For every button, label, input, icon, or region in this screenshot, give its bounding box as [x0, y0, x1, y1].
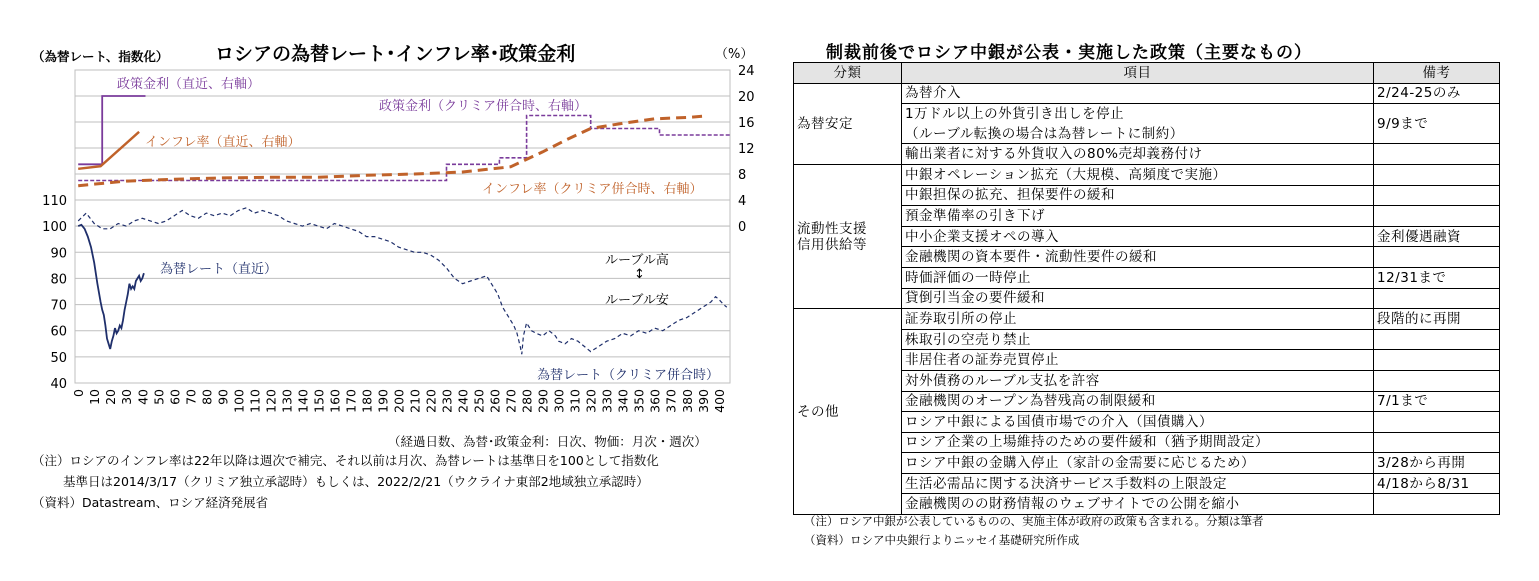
chart-title: ロシアの為替レート･インフレ率･政策金利	[215, 43, 576, 65]
row-item: 時価評価の一時停止	[902, 267, 1374, 288]
header-item: 項目	[902, 63, 1374, 84]
x-tick-label: 140	[295, 389, 311, 413]
x-tick-label: 310	[567, 389, 583, 413]
left-axis-unit: （為替レート、指数化）	[32, 49, 169, 64]
x-tick-label: 70	[183, 389, 199, 405]
x-tick-label: 340	[615, 389, 631, 413]
x-tick-label: 300	[551, 389, 567, 413]
row-item: 非居住者の証券売買停止	[902, 350, 1374, 371]
x-tick-label: 60	[167, 389, 183, 405]
header-note: 備考	[1374, 63, 1500, 84]
series-line-3	[78, 116, 703, 186]
y-right-tick-label: 8	[738, 168, 747, 183]
x-tick-label: 370	[663, 389, 679, 413]
series-line-0	[78, 96, 145, 164]
x-tick-label: 280	[519, 389, 535, 413]
x-tick-label: 330	[599, 389, 615, 413]
row-item: 株取引の空売り禁止	[902, 329, 1374, 350]
row-note: 2/24-25のみ	[1374, 83, 1500, 104]
y-left-tick-label: 90	[50, 246, 67, 262]
x-tick-label: 20	[103, 389, 119, 405]
x-tick-label: 290	[535, 389, 551, 413]
x-caption: （経過日数、為替･政策金利：日次、物価：月次・週次）	[388, 434, 707, 449]
y-right-tick-label: 24	[738, 64, 755, 79]
x-tick-label: 350	[631, 389, 647, 413]
row-item: 預金準備率の引き下げ	[902, 206, 1374, 227]
x-tick-label: 250	[471, 389, 487, 413]
y-right-tick-label: 0	[738, 220, 747, 235]
row-note: 7/1まで	[1374, 391, 1500, 412]
y-left-tick-label: 80	[50, 272, 67, 288]
row-note: 9/9まで	[1374, 104, 1500, 144]
row-item: 対外債務のルーブル支払を許容	[902, 370, 1374, 391]
x-tick-label: 360	[647, 389, 663, 413]
table-title: 制裁前後でロシア中銀が公表・実施した政策（主要なもの）	[826, 43, 1312, 63]
row-note	[1374, 288, 1500, 309]
row-item: ロシア企業の上場維持のための要件緩和（猶予期間設定）	[902, 432, 1374, 453]
row-note	[1374, 370, 1500, 391]
x-tick-label: 90	[215, 389, 231, 405]
y-left-tick-label: 40	[50, 377, 67, 392]
row-item: ロシア中銀による国債市場での介入（国債購入）	[902, 412, 1374, 433]
x-tick-label: 400	[711, 389, 727, 413]
row-item: 金融機関のの財務情報のウェブサイトでの公開を縮小	[902, 494, 1374, 515]
table-footnote-2: （資料）ロシア中央銀行よりニッセイ基礎研究所作成	[804, 533, 1080, 547]
row-item: 金融機関の資本要件・流動性要件の緩和	[902, 247, 1374, 268]
row-note: 段階的に再開	[1374, 309, 1500, 330]
ruble-arrow-icon: ↕	[634, 267, 645, 282]
row-note	[1374, 432, 1500, 453]
label-policy-crimea: 政策金利（クリミア併合時、右軸）	[379, 99, 588, 114]
x-tick-label: 80	[199, 389, 215, 405]
x-tick-label: 220	[423, 389, 439, 413]
x-tick-label: 110	[247, 389, 263, 413]
table-row	[794, 309, 1500, 330]
row-note	[1374, 247, 1500, 268]
row-note: 金利優遇融資	[1374, 226, 1500, 247]
x-tick-label: 230	[439, 389, 455, 413]
header-category: 分類	[794, 63, 902, 84]
x-tick-label: 40	[135, 389, 151, 405]
label-inflation-recent: インフレ率（直近、右軸）	[145, 135, 301, 150]
row-note: 4/18から8/31	[1374, 473, 1500, 494]
row-note	[1374, 329, 1500, 350]
category-fx-stability: 為替安定	[794, 83, 902, 164]
x-tick-label: 190	[375, 389, 391, 413]
row-note	[1374, 412, 1500, 433]
x-tick-label: 120	[263, 389, 279, 413]
x-tick-label: 240	[455, 389, 471, 413]
category-liquidity-line-2: 信用供給等	[797, 236, 867, 253]
x-tick-label: 320	[583, 389, 599, 413]
row-note	[1374, 350, 1500, 371]
x-tick-label: 390	[695, 389, 711, 413]
row-item: 輸出業者に対する外貨収入の80%売却義務付け	[902, 144, 1374, 165]
x-tick-label: 170	[343, 389, 359, 413]
row-note	[1374, 164, 1500, 185]
row-item: 1万ドル以上の外貨引き出しを停止	[902, 104, 1374, 124]
row-item: 中銀担保の拡充、担保要件の緩和	[902, 185, 1374, 206]
label-fx-recent: 為替レート（直近）	[160, 262, 278, 277]
row-item: 貸倒引当金の要件緩和	[902, 288, 1374, 309]
label-ruble-high: ルーブル高	[605, 253, 669, 268]
series-line-5	[78, 208, 727, 354]
label-policy-recent: 政策金利（直近、右軸）	[117, 77, 261, 92]
y-left-tick-label: 100	[42, 220, 67, 236]
y-left-tick-label: 60	[50, 324, 67, 340]
row-note	[1374, 206, 1500, 227]
table-footnote-1: （注）ロシア中銀が公表しているものの、実施主体が政府の政策も含まれる。分類は筆者	[804, 514, 1264, 528]
row-item: 中小企業支援オペの導入	[902, 226, 1374, 247]
row-note: 3/28から再開	[1374, 453, 1500, 474]
category-other: その他	[794, 309, 902, 515]
x-tick-label: 200	[391, 389, 407, 413]
x-tick-label: 0	[71, 389, 87, 397]
x-tick-label: 180	[359, 389, 375, 413]
row-note	[1374, 494, 1500, 515]
table-row	[794, 164, 1500, 185]
row-item: 為替介入	[902, 83, 1374, 104]
row-note	[1374, 185, 1500, 206]
x-tick-label: 380	[679, 389, 695, 413]
row-item: 生活必需品に関する決済サービス手数料の上限設定	[902, 473, 1374, 494]
row-note	[1374, 144, 1500, 165]
x-tick-label: 100	[231, 389, 247, 413]
table-header-row	[794, 63, 1500, 84]
note-line-2: 基準日は2014/3/17（クリミア独立承認時）もしくは、2022/2/21（ウクライナ東部2地域独立承認時）	[63, 474, 649, 489]
row-note: 12/31まで	[1374, 267, 1500, 288]
x-tick-label: 50	[151, 389, 167, 405]
y-right-tick-label: 16	[738, 116, 755, 131]
x-tick-label: 10	[87, 389, 103, 405]
row-item: ロシア中銀の金購入停止（家計の金需要に応じるため）	[902, 453, 1374, 474]
row-item: 中銀オペレーション拡充（大規模、高頻度で実施）	[902, 164, 1374, 185]
y-left-tick-label: 50	[50, 350, 67, 366]
row-item: 証券取引所の停止	[902, 309, 1374, 330]
label-inflation-crimea: インフレ率（クリミア併合時、右軸）	[482, 182, 703, 197]
x-tick-label: 270	[503, 389, 519, 413]
policy-table	[793, 62, 1500, 515]
x-tick-label: 30	[119, 389, 135, 405]
row-item: 金融機関のオープン為替残高の制限緩和	[902, 391, 1374, 412]
series-line-2	[78, 132, 139, 169]
y-left-tick-label: 70	[50, 298, 67, 314]
note-line-3: （資料）Datastream、ロシア経済発展省	[32, 495, 269, 510]
label-ruble-low: ルーブル安	[605, 293, 669, 308]
right-axis-unit: （%）	[715, 47, 754, 62]
label-fx-crimea: 為替レート（クリミア併合時）	[537, 368, 720, 383]
y-left-tick-label: 110	[42, 194, 67, 209]
row-item-cont: （ルーブル転換の場合は為替レートに制約）	[902, 124, 1374, 144]
y-right-tick-label: 4	[738, 194, 747, 209]
table-row	[794, 83, 1500, 104]
x-tick-label: 160	[327, 389, 343, 413]
category-liquidity-line-1: 流動性支援	[797, 220, 867, 237]
y-right-tick-label: 20	[738, 90, 755, 105]
y-right-tick-label: 12	[738, 142, 755, 157]
note-line-1: （注）ロシアのインフレ率は22年以降は週次で補完、それ以前は月次、為替レートは基準日を100として指数化	[32, 453, 659, 468]
category-liquidity	[794, 164, 902, 308]
x-tick-label: 130	[279, 389, 295, 413]
x-tick-label: 260	[487, 389, 503, 413]
x-tick-label: 150	[311, 389, 327, 413]
x-tick-label: 210	[407, 389, 423, 413]
